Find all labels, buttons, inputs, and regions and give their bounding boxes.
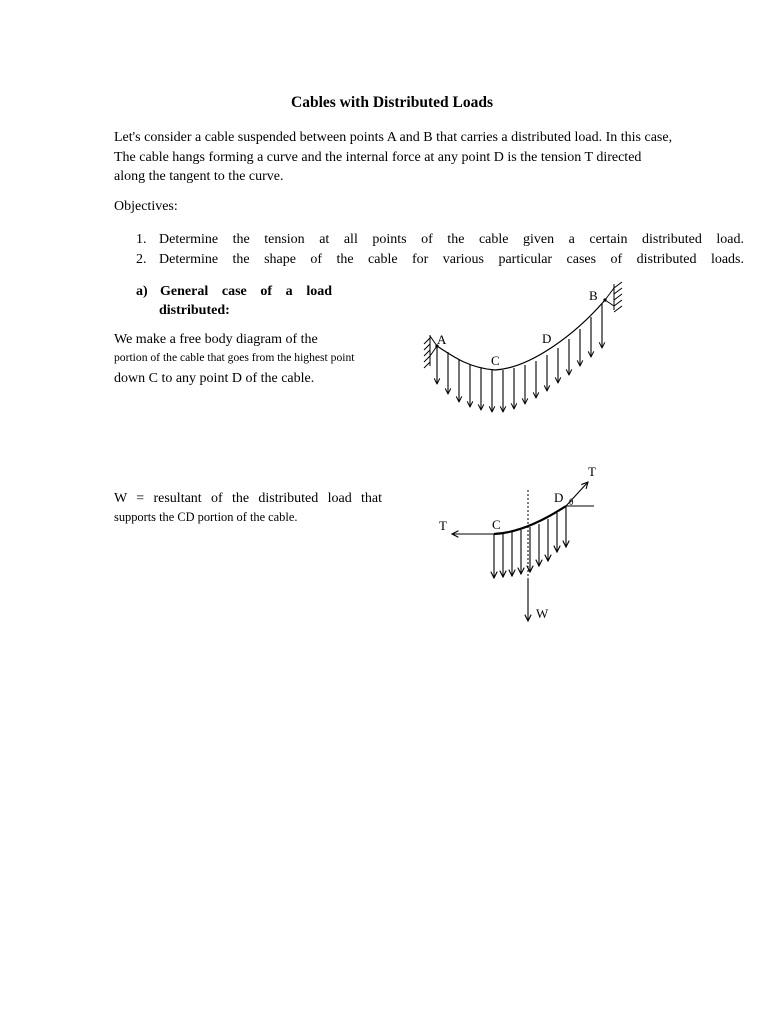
label-t-left: T bbox=[439, 518, 447, 533]
intro-paragraph bbox=[114, 128, 734, 187]
intro-line: Let's consider a cable suspended between points A and B that carries a distributed load. In this case, bbox=[114, 130, 673, 145]
objectives-list bbox=[136, 230, 744, 270]
w-line: supports the CD portion of the cable. bbox=[114, 510, 298, 524]
label-b: B bbox=[589, 288, 598, 303]
page-title: Cables with Distributed Loads bbox=[291, 94, 493, 111]
fbd-paragraph bbox=[114, 331, 386, 391]
intro-line: The cable hangs forming a curve and the internal force at any point D is the tension T directed bbox=[114, 149, 642, 165]
intro-line: along the tangent to the curve. bbox=[114, 169, 284, 184]
list-text: Determine the tension at all points of the cable given a certain distributed load. bbox=[159, 232, 744, 247]
label-a: A bbox=[437, 332, 447, 347]
label-w: W bbox=[536, 606, 549, 621]
list-item bbox=[136, 230, 744, 250]
list-number: 2. bbox=[136, 252, 147, 267]
fbd-line: We make a free body diagram of the bbox=[114, 332, 318, 347]
label-d: D bbox=[554, 490, 564, 505]
segment-load-arrows bbox=[494, 506, 566, 578]
section-letter: a) bbox=[136, 284, 148, 299]
section-heading bbox=[136, 282, 332, 320]
section-heading-line: General case of a load bbox=[160, 284, 332, 299]
label-c: C bbox=[492, 517, 501, 532]
section-heading-line: distributed: bbox=[159, 303, 230, 318]
list-number: 1. bbox=[136, 232, 147, 247]
support-a bbox=[424, 335, 437, 368]
fbd-line: portion of the cable that goes from the highest point bbox=[114, 351, 355, 364]
free-body-diagram bbox=[430, 460, 610, 630]
cable-diagram bbox=[400, 278, 650, 428]
label-theta: θ bbox=[569, 497, 574, 507]
distributed-load-arrows bbox=[437, 304, 602, 412]
w-line: W = resultant of the distributed load that bbox=[114, 491, 382, 506]
label-d: D bbox=[542, 331, 552, 346]
label-t-right: T bbox=[588, 464, 596, 479]
fbd-line: down C to any point D of the cable. bbox=[114, 371, 315, 386]
list-text: Determine the shape of the cable for various particular cases of distributed loads. bbox=[159, 252, 744, 267]
w-paragraph bbox=[114, 490, 382, 526]
label-c: C bbox=[491, 353, 500, 368]
list-item bbox=[136, 250, 744, 270]
objectives-label: Objectives: bbox=[114, 199, 178, 214]
support-b bbox=[605, 282, 622, 312]
